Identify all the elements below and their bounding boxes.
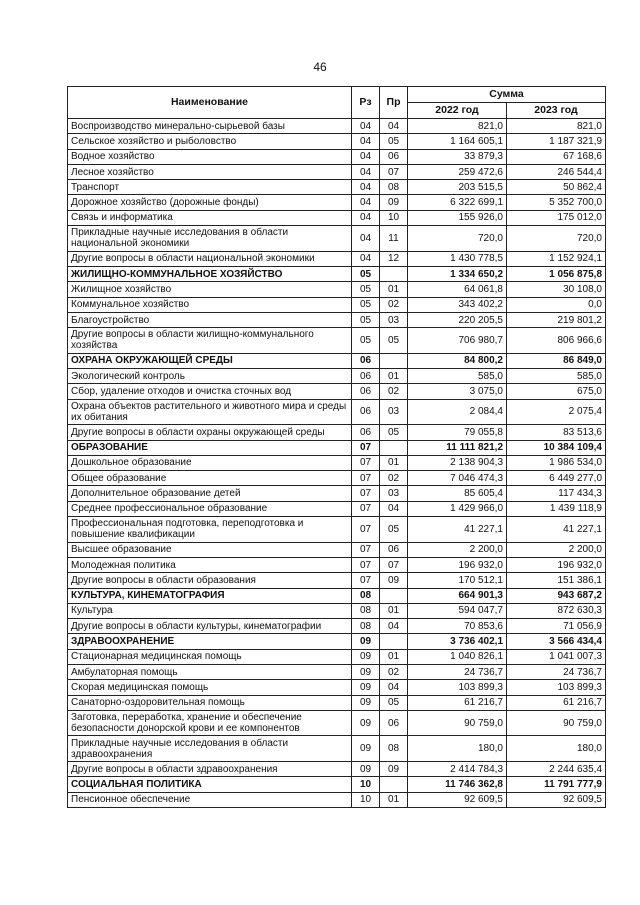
table-row: [68, 664, 606, 679]
table-row: [68, 649, 606, 664]
row-name: Жилищное хозяйство: [68, 282, 352, 297]
row-value-2023: 24 736,7: [507, 664, 606, 679]
row-name: Дополнительное образование детей: [68, 486, 352, 501]
row-value-2022: 203 515,5: [408, 180, 507, 195]
row-pr: 02: [380, 664, 408, 679]
row-rz: 09: [352, 649, 380, 664]
row-name: Скорая медицинская помощь: [68, 680, 352, 695]
table-body: [68, 119, 606, 808]
row-pr: [380, 266, 408, 281]
header-pr: Пр: [380, 87, 408, 119]
row-value-2022: 79 055,8: [408, 425, 507, 440]
table-row: [68, 542, 606, 557]
row-rz: 04: [352, 210, 380, 225]
row-pr: 01: [380, 603, 408, 618]
row-name: ОХРАНА ОКРУЖАЮЩЕЙ СРЕДЫ: [68, 353, 352, 368]
row-value-2023: 67 168,6: [507, 149, 606, 164]
row-name: Молодежная политика: [68, 557, 352, 572]
row-name: Водное хозяйство: [68, 149, 352, 164]
row-name: Санаторно-оздоровительная помощь: [68, 695, 352, 710]
row-rz: 09: [352, 762, 380, 777]
row-rz: 10: [352, 777, 380, 792]
row-name: Культура: [68, 603, 352, 618]
row-value-2022: 41 227,1: [408, 517, 507, 543]
row-name: ЖИЛИЩНО-КОММУНАЛЬНОЕ ХОЗЯЙСТВО: [68, 266, 352, 281]
row-pr: 07: [380, 557, 408, 572]
row-pr: 04: [380, 680, 408, 695]
row-name: ОБРАЗОВАНИЕ: [68, 440, 352, 455]
row-pr: [380, 777, 408, 792]
row-pr: 11: [380, 226, 408, 252]
table-row: [68, 134, 606, 149]
row-value-2022: 1 040 826,1: [408, 649, 507, 664]
row-value-2022: 85 605,4: [408, 486, 507, 501]
row-value-2022: 220 205,5: [408, 312, 507, 327]
row-value-2022: 2 200,0: [408, 542, 507, 557]
row-value-2023: 117 434,3: [507, 486, 606, 501]
row-value-2022: 1 164 605,1: [408, 134, 507, 149]
row-value-2022: 170 512,1: [408, 573, 507, 588]
row-value-2023: 151 386,1: [507, 573, 606, 588]
row-name: Связь и информатика: [68, 210, 352, 225]
table-row: [68, 736, 606, 762]
row-name: Другие вопросы в области охраны окружающей среды: [68, 425, 352, 440]
table-row: [68, 792, 606, 807]
row-value-2022: 70 853,6: [408, 619, 507, 634]
row-pr: 05: [380, 517, 408, 543]
row-value-2022: 92 609,5: [408, 792, 507, 807]
row-name: Сельское хозяйство и рыболовство: [68, 134, 352, 149]
row-value-2023: 806 966,6: [507, 328, 606, 354]
row-value-2022: 594 047,7: [408, 603, 507, 618]
row-value-2023: 61 216,7: [507, 695, 606, 710]
row-name: Прикладные научные исследования в области национальной экономики: [68, 226, 352, 252]
row-value-2023: 246 544,4: [507, 164, 606, 179]
row-value-2023: 2 200,0: [507, 542, 606, 557]
table-row: [68, 210, 606, 225]
row-rz: 07: [352, 517, 380, 543]
row-name: Воспроизводство минерально-сырьевой базы: [68, 119, 352, 134]
row-value-2023: 821,0: [507, 119, 606, 134]
row-rz: 07: [352, 573, 380, 588]
row-pr: 05: [380, 695, 408, 710]
section-row: [68, 634, 606, 649]
table-row: [68, 312, 606, 327]
row-value-2022: 3 736 402,1: [408, 634, 507, 649]
table-row: [68, 149, 606, 164]
row-pr: 01: [380, 792, 408, 807]
row-value-2023: 943 687,2: [507, 588, 606, 603]
table-row: [68, 251, 606, 266]
row-value-2023: 103 899,3: [507, 680, 606, 695]
row-rz: 04: [352, 180, 380, 195]
table-row: [68, 619, 606, 634]
row-rz: 04: [352, 149, 380, 164]
row-name: Другие вопросы в области жилищно-коммунального хозяйства: [68, 328, 352, 354]
row-rz: 07: [352, 501, 380, 516]
row-pr: 08: [380, 180, 408, 195]
row-rz: 09: [352, 710, 380, 736]
table-row: [68, 425, 606, 440]
row-pr: 05: [380, 425, 408, 440]
row-rz: 09: [352, 695, 380, 710]
row-value-2023: 196 932,0: [507, 557, 606, 572]
row-value-2023: 175 012,0: [507, 210, 606, 225]
row-value-2023: 675,0: [507, 384, 606, 399]
row-pr: [380, 588, 408, 603]
row-pr: 01: [380, 282, 408, 297]
row-name: Пенсионное обеспечение: [68, 792, 352, 807]
table-row: [68, 471, 606, 486]
row-pr: 02: [380, 471, 408, 486]
row-name: Стационарная медицинская помощь: [68, 649, 352, 664]
row-rz: 08: [352, 603, 380, 618]
header-year-2023: 2023 год: [507, 103, 606, 119]
table-row: [68, 195, 606, 210]
row-pr: [380, 440, 408, 455]
row-value-2022: 343 402,2: [408, 297, 507, 312]
row-value-2022: 61 216,7: [408, 695, 507, 710]
row-pr: 02: [380, 384, 408, 399]
row-pr: 03: [380, 312, 408, 327]
row-value-2022: 155 926,0: [408, 210, 507, 225]
row-pr: 04: [380, 619, 408, 634]
row-rz: 06: [352, 399, 380, 425]
row-name: Дошкольное образование: [68, 455, 352, 470]
table-row: [68, 282, 606, 297]
row-value-2023: 92 609,5: [507, 792, 606, 807]
row-name: Другие вопросы в области национальной экономики: [68, 251, 352, 266]
row-name: КУЛЬТУРА, КИНЕМАТОГРАФИЯ: [68, 588, 352, 603]
row-value-2022: 7 046 474,3: [408, 471, 507, 486]
row-value-2022: 1 334 650,2: [408, 266, 507, 281]
row-rz: 07: [352, 542, 380, 557]
row-rz: 06: [352, 369, 380, 384]
row-pr: 05: [380, 134, 408, 149]
row-value-2022: 180,0: [408, 736, 507, 762]
row-pr: 12: [380, 251, 408, 266]
row-value-2023: 10 384 109,4: [507, 440, 606, 455]
row-value-2023: 1 152 924,1: [507, 251, 606, 266]
row-name: Коммунальное хозяйство: [68, 297, 352, 312]
row-name: Лесное хозяйство: [68, 164, 352, 179]
table-row: [68, 517, 606, 543]
header-sum: Сумма: [408, 87, 606, 103]
row-value-2023: 1 439 118,9: [507, 501, 606, 516]
row-value-2022: 84 800,2: [408, 353, 507, 368]
table-row: [68, 328, 606, 354]
row-rz: 04: [352, 195, 380, 210]
row-rz: 04: [352, 134, 380, 149]
table-row: [68, 226, 606, 252]
section-row: [68, 353, 606, 368]
row-value-2022: 196 932,0: [408, 557, 507, 572]
row-value-2023: 585,0: [507, 369, 606, 384]
row-rz: 04: [352, 251, 380, 266]
row-value-2023: 219 801,2: [507, 312, 606, 327]
row-rz: 06: [352, 353, 380, 368]
row-name: Благоустройство: [68, 312, 352, 327]
row-name: Другие вопросы в области здравоохранения: [68, 762, 352, 777]
table-row: [68, 695, 606, 710]
row-name: Заготовка, переработка, хранение и обеспечение безопасности донорской крови и ее компонентов: [68, 710, 352, 736]
row-rz: 07: [352, 471, 380, 486]
table-row: [68, 486, 606, 501]
table-row: [68, 573, 606, 588]
row-value-2023: 2 075,4: [507, 399, 606, 425]
row-value-2023: 1 041 007,3: [507, 649, 606, 664]
page-number: 46: [313, 60, 327, 74]
row-value-2023: 180,0: [507, 736, 606, 762]
table-row: [68, 603, 606, 618]
row-rz: 09: [352, 736, 380, 762]
row-name: Дорожное хозяйство (дорожные фонды): [68, 195, 352, 210]
row-rz: 06: [352, 425, 380, 440]
row-pr: 09: [380, 573, 408, 588]
table-row: [68, 762, 606, 777]
row-value-2022: 11 111 821,2: [408, 440, 507, 455]
row-pr: 06: [380, 149, 408, 164]
row-rz: 04: [352, 226, 380, 252]
row-value-2022: 33 879,3: [408, 149, 507, 164]
row-name: Профессиональная подготовка, переподготовка и повышение квалификации: [68, 517, 352, 543]
row-value-2023: 1 187 321,9: [507, 134, 606, 149]
row-value-2023: 90 759,0: [507, 710, 606, 736]
row-rz: 08: [352, 619, 380, 634]
row-value-2022: 103 899,3: [408, 680, 507, 695]
row-rz: 04: [352, 119, 380, 134]
row-name: Сбор, удаление отходов и очистка сточных вод: [68, 384, 352, 399]
row-rz: 06: [352, 384, 380, 399]
row-value-2023: 1 986 534,0: [507, 455, 606, 470]
row-value-2023: 3 566 434,4: [507, 634, 606, 649]
section-row: [68, 777, 606, 792]
row-value-2022: 2 414 784,3: [408, 762, 507, 777]
row-pr: 02: [380, 297, 408, 312]
row-value-2022: 821,0: [408, 119, 507, 134]
row-value-2023: 0,0: [507, 297, 606, 312]
row-value-2023: 6 449 277,0: [507, 471, 606, 486]
row-pr: 04: [380, 501, 408, 516]
row-value-2022: 6 322 699,1: [408, 195, 507, 210]
header-rz: Рз: [352, 87, 380, 119]
row-name: Другие вопросы в области культуры, кинематографии: [68, 619, 352, 634]
table-row: [68, 180, 606, 195]
row-rz: 07: [352, 440, 380, 455]
row-value-2022: 1 430 778,5: [408, 251, 507, 266]
row-value-2023: 30 108,0: [507, 282, 606, 297]
row-value-2023: 5 352 700,0: [507, 195, 606, 210]
budget-table: [67, 86, 606, 808]
table-row: [68, 710, 606, 736]
row-value-2022: 664 901,3: [408, 588, 507, 603]
row-value-2022: 64 061,8: [408, 282, 507, 297]
row-pr: 08: [380, 736, 408, 762]
row-value-2022: 706 980,7: [408, 328, 507, 354]
row-rz: 07: [352, 486, 380, 501]
row-value-2022: 11 746 362,8: [408, 777, 507, 792]
row-pr: 09: [380, 762, 408, 777]
row-value-2022: 90 759,0: [408, 710, 507, 736]
table-row: [68, 399, 606, 425]
row-rz: 09: [352, 664, 380, 679]
row-value-2022: 1 429 966,0: [408, 501, 507, 516]
row-rz: 07: [352, 557, 380, 572]
row-value-2022: 3 075,0: [408, 384, 507, 399]
row-name: Прикладные научные исследования в области здравоохранения: [68, 736, 352, 762]
row-rz: 05: [352, 328, 380, 354]
row-name: Охрана объектов растительного и животного мира и среды их обитания: [68, 399, 352, 425]
row-value-2023: 11 791 777,9: [507, 777, 606, 792]
table-row: [68, 557, 606, 572]
table-row: [68, 501, 606, 516]
row-value-2023: 86 849,0: [507, 353, 606, 368]
header-year-2022: 2022 год: [408, 103, 507, 119]
section-row: [68, 266, 606, 281]
row-name: Амбулаторная помощь: [68, 664, 352, 679]
row-value-2023: 83 513,6: [507, 425, 606, 440]
row-rz: 09: [352, 634, 380, 649]
row-pr: 03: [380, 399, 408, 425]
row-rz: 07: [352, 455, 380, 470]
section-row: [68, 440, 606, 455]
row-value-2022: 2 084,4: [408, 399, 507, 425]
row-value-2022: 2 138 904,3: [408, 455, 507, 470]
row-name: ЗДРАВООХРАНЕНИЕ: [68, 634, 352, 649]
row-pr: 10: [380, 210, 408, 225]
table-row: [68, 119, 606, 134]
row-value-2022: 585,0: [408, 369, 507, 384]
row-rz: 05: [352, 266, 380, 281]
row-pr: 05: [380, 328, 408, 354]
table-row: [68, 455, 606, 470]
row-pr: [380, 634, 408, 649]
row-rz: 05: [352, 297, 380, 312]
table-row: [68, 297, 606, 312]
row-value-2023: 1 056 875,8: [507, 266, 606, 281]
row-value-2022: 259 472,6: [408, 164, 507, 179]
row-name: Транспорт: [68, 180, 352, 195]
row-value-2023: 720,0: [507, 226, 606, 252]
row-pr: 01: [380, 649, 408, 664]
row-rz: 05: [352, 282, 380, 297]
table-row: [68, 384, 606, 399]
row-pr: 04: [380, 119, 408, 134]
row-value-2023: 2 244 635,4: [507, 762, 606, 777]
row-rz: 10: [352, 792, 380, 807]
row-name: Среднее профессиональное образование: [68, 501, 352, 516]
row-pr: 01: [380, 369, 408, 384]
row-value-2023: 872 630,3: [507, 603, 606, 618]
row-name: Другие вопросы в области образования: [68, 573, 352, 588]
row-rz: 08: [352, 588, 380, 603]
row-value-2023: 71 056,9: [507, 619, 606, 634]
row-pr: [380, 353, 408, 368]
row-name: Экологический контроль: [68, 369, 352, 384]
row-pr: 01: [380, 455, 408, 470]
row-rz: 04: [352, 164, 380, 179]
row-name: СОЦИАЛЬНАЯ ПОЛИТИКА: [68, 777, 352, 792]
header-name: Наименование: [68, 87, 352, 119]
row-name: Общее образование: [68, 471, 352, 486]
row-pr: 06: [380, 710, 408, 736]
table-row: [68, 369, 606, 384]
row-pr: 03: [380, 486, 408, 501]
row-value-2023: 41 227,1: [507, 517, 606, 543]
row-pr: 07: [380, 164, 408, 179]
row-value-2022: 24 736,7: [408, 664, 507, 679]
row-name: Высшее образование: [68, 542, 352, 557]
row-rz: 09: [352, 680, 380, 695]
row-rz: 05: [352, 312, 380, 327]
row-pr: 09: [380, 195, 408, 210]
row-value-2022: 720,0: [408, 226, 507, 252]
row-value-2023: 50 862,4: [507, 180, 606, 195]
table-row: [68, 164, 606, 179]
section-row: [68, 588, 606, 603]
row-pr: 06: [380, 542, 408, 557]
table-row: [68, 680, 606, 695]
